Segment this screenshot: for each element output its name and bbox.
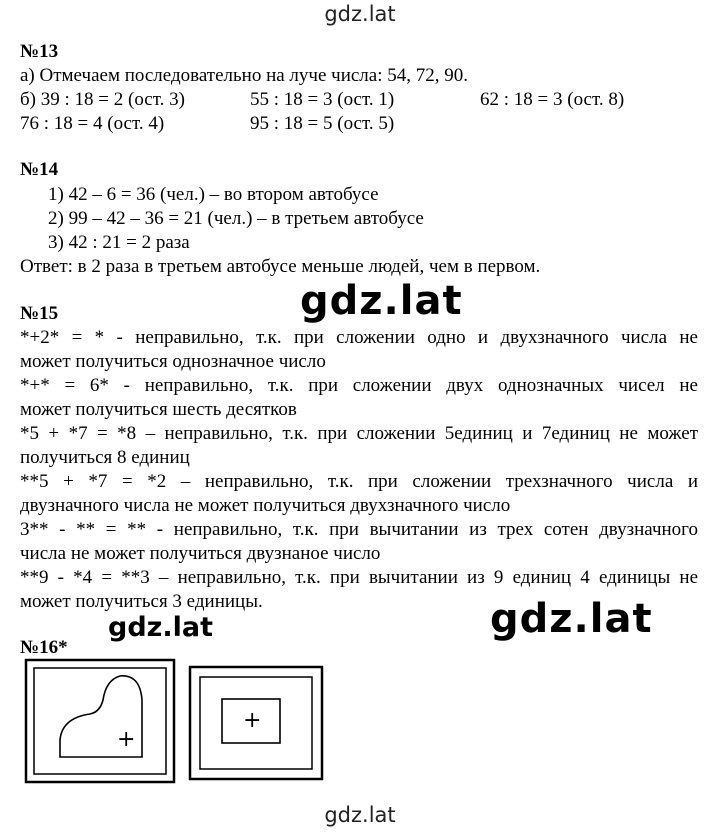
task15-line-10: числа не может получиться двузнаное число <box>20 543 381 564</box>
figure2-plus-mark: + <box>243 708 262 733</box>
task15-line-12: может получиться 3 единицы. <box>20 591 263 612</box>
watermark-small: gdz.lat <box>108 612 214 643</box>
task15-line-2: может получиться однозначное число <box>20 351 326 372</box>
task15-heading: №15 <box>20 303 59 324</box>
task15-line-5: *5 + *7 = *8 – неправильно, т.к. при сложении 5единиц и 7единиц не может <box>20 423 698 444</box>
task13-heading: №13 <box>20 41 59 62</box>
task13-row2-col1: 76 : 18 = 4 (ост. 4) <box>20 113 165 134</box>
figure1-plus-mark: + <box>117 727 136 752</box>
task13-row1-col1: б) 39 : 18 = 2 (ост. 3) <box>20 89 185 110</box>
task14-step-2: 2) 99 – 42 – 36 = 21 (чел.) – в третьем автобусе <box>48 208 424 229</box>
task14-step-3: 3) 42 : 21 = 2 раза <box>48 232 190 253</box>
watermark-top: gdz.lat <box>324 2 396 26</box>
watermark-bottom: gdz.lat <box>324 803 396 827</box>
watermark-middle: gdz.lat <box>300 278 463 324</box>
task15-line-9: 3** - ** = ** - неправильно, т.к. при вычитании из трех сотен двузначного <box>20 519 698 540</box>
task13-row1-col2: 55 : 18 = 3 (ост. 1) <box>250 89 395 110</box>
task14-heading: №14 <box>20 159 59 180</box>
task15-line-3: *+* = 6* - неправильно, т.к. при сложении двух однозначных чисел не <box>20 375 698 396</box>
task15-line-8: двузначного числа не может получиться двухзначного число <box>20 495 511 516</box>
task13-row1-col3: 62 : 18 = 3 (ост. 8) <box>480 89 625 110</box>
task15-line-1: *+2* = * - неправильно, т.к. при сложении одно и двухзначного числа не <box>20 327 698 348</box>
task15-line-11: **9 - *4 = **3 – неправильно, т.к. при вычитании из 9 единиц 4 единицы не <box>20 567 698 588</box>
figure1-frame <box>26 660 174 782</box>
task14-answer: Ответ: в 2 раза в третьем автобусе меньше людей, чем в первом. <box>20 256 541 277</box>
task13-row2-col2: 95 : 18 = 5 (ост. 5) <box>250 113 395 134</box>
watermark-big: gdz.lat <box>490 596 653 642</box>
task15-line-7: **5 + *7 = *2 – неправильно, т.к. при сложении трехзначного числа и <box>20 471 698 492</box>
task15-line-6: получиться 8 единиц <box>20 447 190 468</box>
task15-line-4: может получиться шесть десятков <box>20 399 297 420</box>
task13-line-a: а) Отмечаем последовательно на луче числа: 54, 72, 90. <box>20 65 469 86</box>
task14-step-1: 1) 42 – 6 = 36 (чел.) – во втором автобусе <box>48 184 379 205</box>
task16-heading: №16* <box>20 637 68 658</box>
